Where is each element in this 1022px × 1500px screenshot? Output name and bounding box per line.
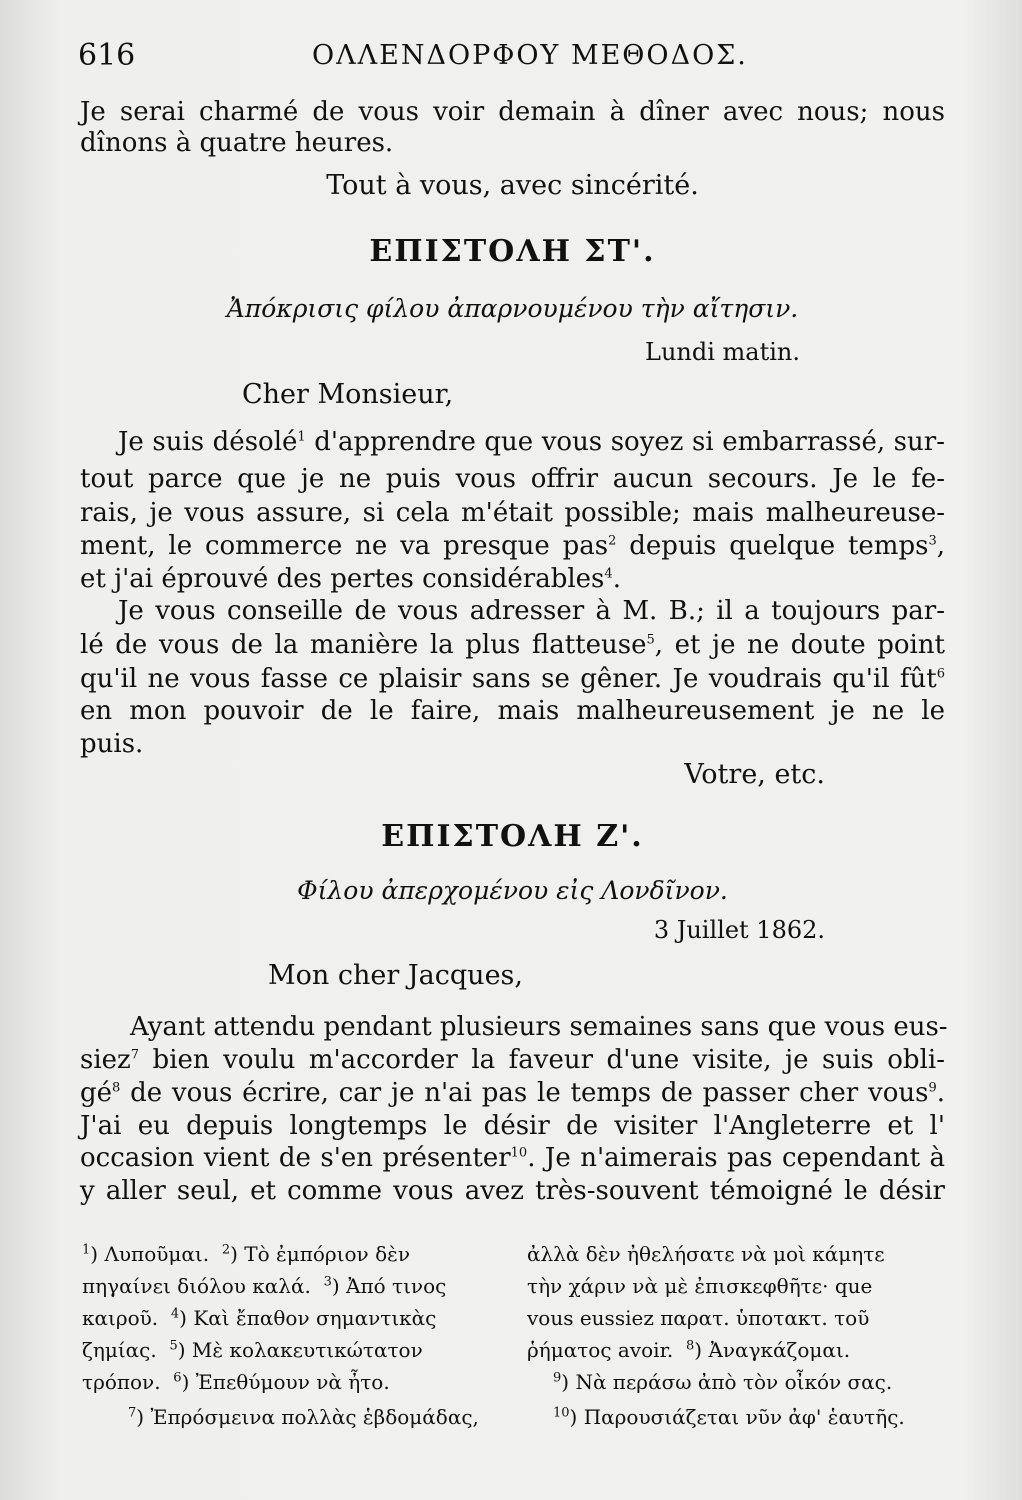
text-line: puis.	[80, 729, 144, 759]
salutation: Mon cher Jacques,	[268, 960, 523, 991]
text-line: J'ai eu depuis longtemps le désir de visiter l'Angleterre et l'	[80, 1111, 945, 1141]
footnote-ref: 4	[604, 566, 613, 582]
letter-subtitle: Φίλου ἀπερχομένου εἰς Λονδῖνον.	[297, 876, 728, 905]
letter-heading: ΕΠΙΣΤΟΛΗ ΣΤ'.	[369, 234, 656, 269]
text-line: Ayant attendu pendant plusieurs semaines sans que vous eus-	[130, 1012, 948, 1042]
text-line: Je vous conseille de vous adresser à M. B.; il a toujours par-	[118, 596, 945, 626]
text-line: en mon pouvoir de le faire, mais malheureusement je ne le	[80, 696, 945, 726]
footnote-line: ῥήματος avoir. $^8$) Ἀναγκάζομαι.	[527, 1338, 851, 1362]
text-line: tout parce que je ne puis vous offrir aucun secours. Je le fe-	[80, 464, 945, 494]
text-line: et j'ai éprouvé des pertes considérables$^4$.	[80, 564, 621, 594]
text-line: occasion vient de s'en présenter$^{10}$. Je n'aimerais pas cependant à	[80, 1143, 945, 1173]
text-line: $gé^8$ de vous écrire, car je n'ai pas le temps de passer cher vous$^9$.	[80, 1078, 945, 1108]
letter-heading: ΕΠΙΣΤΟΛΗ Ζ'.	[381, 819, 644, 854]
letter-closing: Tout à vous, avec sincérité.	[326, 170, 699, 201]
letter-subtitle: Ἀπόκρισις φίλου ἀπαρνουμένου τὴν αἴτησιν.	[226, 294, 799, 323]
footnote-line: $^9$) Νὰ περάσω ἀπὸ τὸν οἶκόν σας.	[553, 1370, 893, 1394]
footnote-line: $^{10}$) Παρουσιάζεται νῦν ἀφ' ἑαυτῆς.	[553, 1405, 905, 1429]
salutation: Cher Monsieur,	[242, 379, 454, 410]
footnote-ref: 5	[646, 632, 655, 648]
footnote-ref: 2	[608, 533, 617, 549]
footnote-line: πηγαίνει διόλου καλά. $^3$) Ἀπό τινος	[82, 1274, 447, 1298]
footnote-ref: 3	[928, 533, 937, 549]
footnote-line: $^7$) Ἐπρόσμεινα πολλὰς ἑβδομάδας,	[128, 1405, 479, 1429]
text-line: Je serai charmé de vous voir demain à dîner avec nous; nous	[80, 97, 945, 127]
text-line: dînons à quatre heures.	[80, 128, 394, 158]
letter-date: Lundi matin.	[645, 338, 800, 366]
text-line: ment, le commerce ne va presque pas$^2$ depuis quelque temps$^3$,	[80, 531, 945, 561]
running-title: ΟΛΛΕΝΔΟΡΦΟΥ ΜΕΘΟΔΟΣ.	[312, 40, 748, 71]
page-number: 616	[78, 38, 136, 73]
footnote-line: ἀλλὰ δὲν ἠθελήσατε νὰ μοὶ κάμητε	[527, 1242, 885, 1266]
footnote-ref: 1	[297, 429, 306, 445]
footnote-line: καιροῦ. $^4$) Καὶ ἔπαθον σημαντικὰς	[82, 1306, 437, 1330]
text-line: Je suis désolé$^1$ d'apprendre que vous soyez si embarrassé, sur-	[118, 427, 945, 457]
footnote-line: τὴν χάριν νὰ μὲ ἐπισκεφθῆτε· que	[527, 1274, 873, 1298]
text-line: rais, je vous assure, si cela m'était possible; mais malheureuse-	[80, 498, 945, 528]
text-line: siez$^7$ bien voulu m'accorder la faveur d'une visite, je suis obli-	[80, 1045, 945, 1075]
footnote-line: $^1$) Λυποῦμαι. $^2$) Τὸ ἐμπόριον δὲν	[82, 1242, 410, 1266]
footnote-ref: 7	[130, 1047, 140, 1063]
footnote-line: vous eussiez παρατ. ὑποτακτ. τοῦ	[527, 1306, 870, 1330]
letter-closing: Votre, etc.	[684, 759, 825, 790]
letter-date: 3 Juillet 1862.	[653, 916, 825, 944]
text-line: lé de vous de la manière la plus flatteuse$^5$, et je ne doute point	[80, 630, 945, 660]
footnote-ref: 8	[112, 1080, 121, 1096]
footnote-ref: 10	[510, 1145, 528, 1161]
footnote-line: ζημίας. $^5$) Μὲ κολακευτικώτατον	[82, 1338, 423, 1362]
text-line: y aller seul, et comme vous avez très-souvent témoigné le désir	[80, 1176, 945, 1206]
footnote-line: τρόπον. $^6$) Ἐπεθύμουν νὰ ἦτο.	[82, 1370, 390, 1394]
footnote-ref: 6	[936, 666, 945, 682]
text-line: qu'il ne vous fasse ce plaisir sans se gêner. Je voudrais qu'il fût$^6$	[80, 664, 945, 694]
footnote-ref: 9	[928, 1080, 937, 1096]
